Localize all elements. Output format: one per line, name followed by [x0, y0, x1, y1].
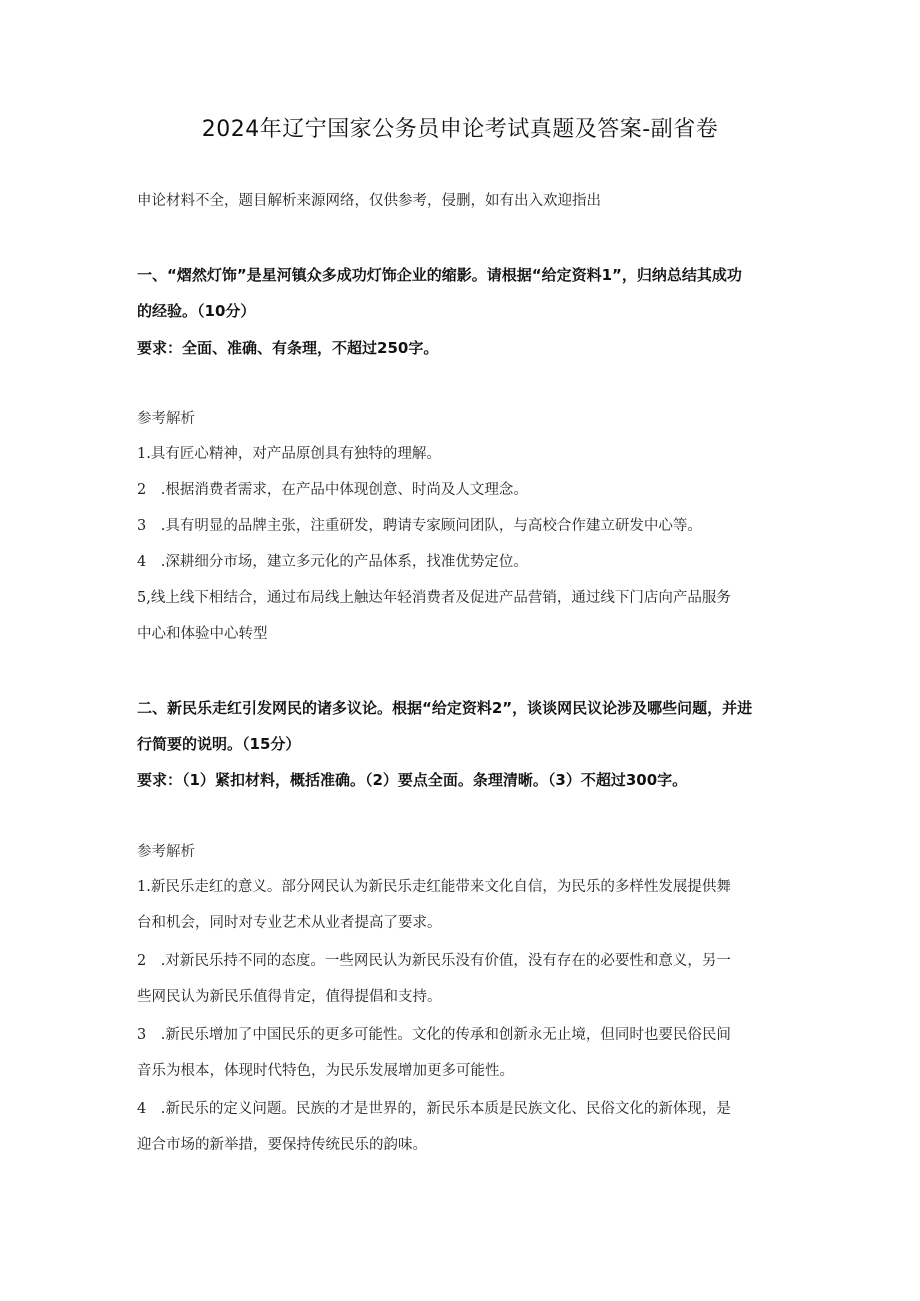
answer-item: 1.具有匠心精神，对产品原创具有独特的理解。	[137, 446, 441, 462]
answer-item: 4 .新民乐的定义问题。民族的才是世界的，新民乐本质是民族文化、民俗文化的新体现，是	[137, 1101, 731, 1117]
document-title: 2024年辽宁国家公务员申论考试真题及答案-副省卷	[201, 117, 719, 142]
answer-item: 1.新民乐走红的意义。部分网民认为新民乐走红能带来文化自信，为民乐的多样性发展提供舞	[137, 879, 731, 895]
answer-item: 5,线上线下相结合，通过布局线上触达年轻消费者及促进产品营销，通过线下门店向产品服务	[137, 590, 731, 606]
question-2-text: 二、新民乐走红引发网民的诸多议论。根据“给定资料2”，谈谈网民议论涉及哪些问题，并进	[137, 699, 753, 717]
answer-item: 3 .具有明显的品牌主张，注重研发，聘请专家顾问团队，与高校合作建立研发中心等。	[137, 518, 702, 534]
question-2-requirement: 要求：（1）紧扣材料，概括准确。（2）要点全面。条理清晰。（3）不超过300字。	[137, 771, 688, 789]
answer-item-cont: 音乐为根本，体现时代特色，为民乐发展增加更多可能性。	[137, 1063, 514, 1079]
question-1-text: 一、“熠然灯饰”是星河镇众多成功灯饰企业的缩影。请根据“给定资料1”，归纳总结其成功	[137, 266, 742, 284]
answer-item: 2 .根据消费者需求，在产品中体现创意、时尚及人文理念。	[137, 482, 528, 498]
question-2-answer-heading: 参考解析	[137, 844, 195, 860]
answer-item-cont: 些网民认为新民乐值得肯定，值得提倡和支持。	[137, 989, 442, 1005]
answer-item-cont: 迎合市场的新举措，要保持传统民乐的韵味。	[137, 1137, 427, 1153]
disclaimer: 申论材料不全，题目解析来源网络，仅供参考，侵删，如有出入欢迎指出	[137, 193, 601, 209]
question-1-answer-heading: 参考解析	[137, 411, 195, 427]
answer-item: 4 .深耕细分市场，建立多元化的产品体系，找准优势定位。	[137, 554, 528, 570]
answer-item-cont: 中心和体验中心转型	[137, 626, 268, 642]
answer-item-cont: 台和机会，同时对专业艺术从业者提高了要求。	[137, 915, 442, 931]
answer-item: 3 .新民乐增加了中国民乐的更多可能性。文化的传承和创新永无止境，但同时也要民俗民间	[137, 1027, 731, 1043]
question-2-text-cont: 行简要的说明。（15分）	[137, 735, 301, 753]
question-1-requirement: 要求：全面、准确、有条理，不超过250字。	[137, 339, 439, 357]
answer-item: 2 .对新民乐持不同的态度。一些网民认为新民乐没有价值，没有存在的必要性和意义，另一	[137, 953, 731, 969]
question-1-text-cont: 的经验。（10分）	[137, 302, 256, 320]
